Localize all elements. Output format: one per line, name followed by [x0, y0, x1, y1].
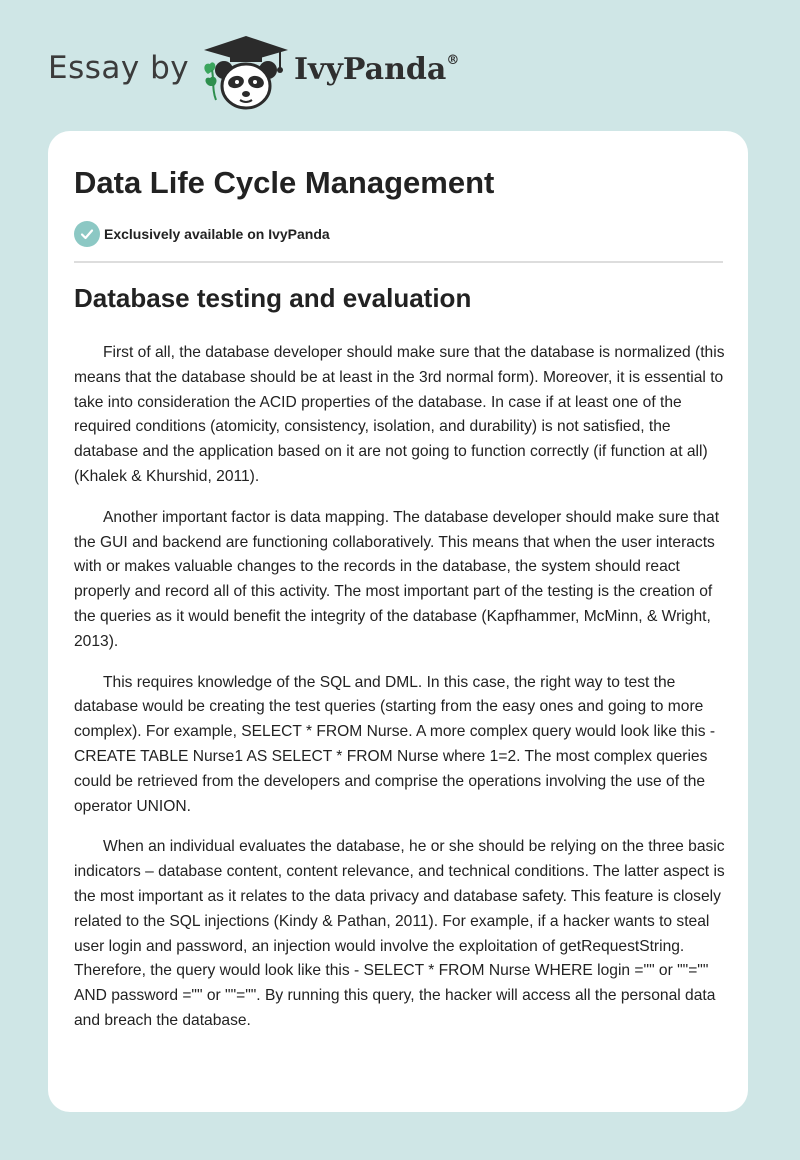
brand-name[interactable]: IvyPanda®: [294, 52, 460, 87]
essay-by-label: Essay by: [48, 50, 190, 86]
registered-mark: ®: [446, 53, 460, 68]
paragraph: First of all, the database developer should make sure that the database is normalized (this means that the database should be at least in the 3rd normal form). Moreover, it is essential to take into consideration the ACID properties of the database. In case if at least one of the required conditions (atomicity, consistency, isolation, and durability) is not satisfied, the database and the application based on it are not going to function correctly (if function at all) (Khalek & Khurshid, 2011).: [74, 344, 725, 485]
article-body: [74, 341, 726, 1050]
panda-graduate-icon: [200, 34, 292, 112]
paragraph: Another important factor is data mapping. The database developer should make sure that the GUI and backend are functioning collaboratively. This means that when the user interacts with or makes valuable changes to the records in the database, the system should react properly and record all of this activity. The most important part of the testing is the creation of the queries as it would benefit the integrity of the database (Kapfhammer, McMinn, & Wright, 2013).: [74, 508, 720, 650]
section-title: Database testing and evaluation: [74, 283, 472, 313]
paragraph: When an individual evaluates the database, he or she should be relying on the three basic indicators – database content, content relevance, and technical conditions. The latter aspect is the most important as it relates to the data privacy and database safety. This feature is closely related to the SQL injections (Kindy & Pathan, 2011). For example, if a hacker wants to steal user login and password, an injection would involve the exploitation of getRequestString. Therefore, the query would look like this - SELECT * FROM Nurse WHERE login ="" or ""="" AND password ="" or ""="". By running this query, the hacker will access all the personal data and breach the database.: [74, 838, 725, 1029]
exclusive-badge: [74, 221, 330, 247]
essay-card: [48, 131, 748, 1112]
site-header: [48, 30, 508, 110]
check-circle-icon: [74, 221, 100, 247]
divider: [74, 261, 723, 263]
page-title: Data Life Cycle Management: [74, 165, 495, 200]
badge-label: Exclusively available on IvyPanda: [104, 226, 330, 242]
paragraph: This requires knowledge of the SQL and DML. In this case, the right way to test the database would be creating the test queries (starting from the easy ones and going to more complex). For example, SELECT * FROM Nurse. A more complex query would look like this - CREATE TABLE Nurse1 AS SELECT * FROM Nurse where 1=2. The most complex queries could be retrieved from the developers and comprise the operations involving the use of the operator UNION.: [74, 673, 716, 815]
